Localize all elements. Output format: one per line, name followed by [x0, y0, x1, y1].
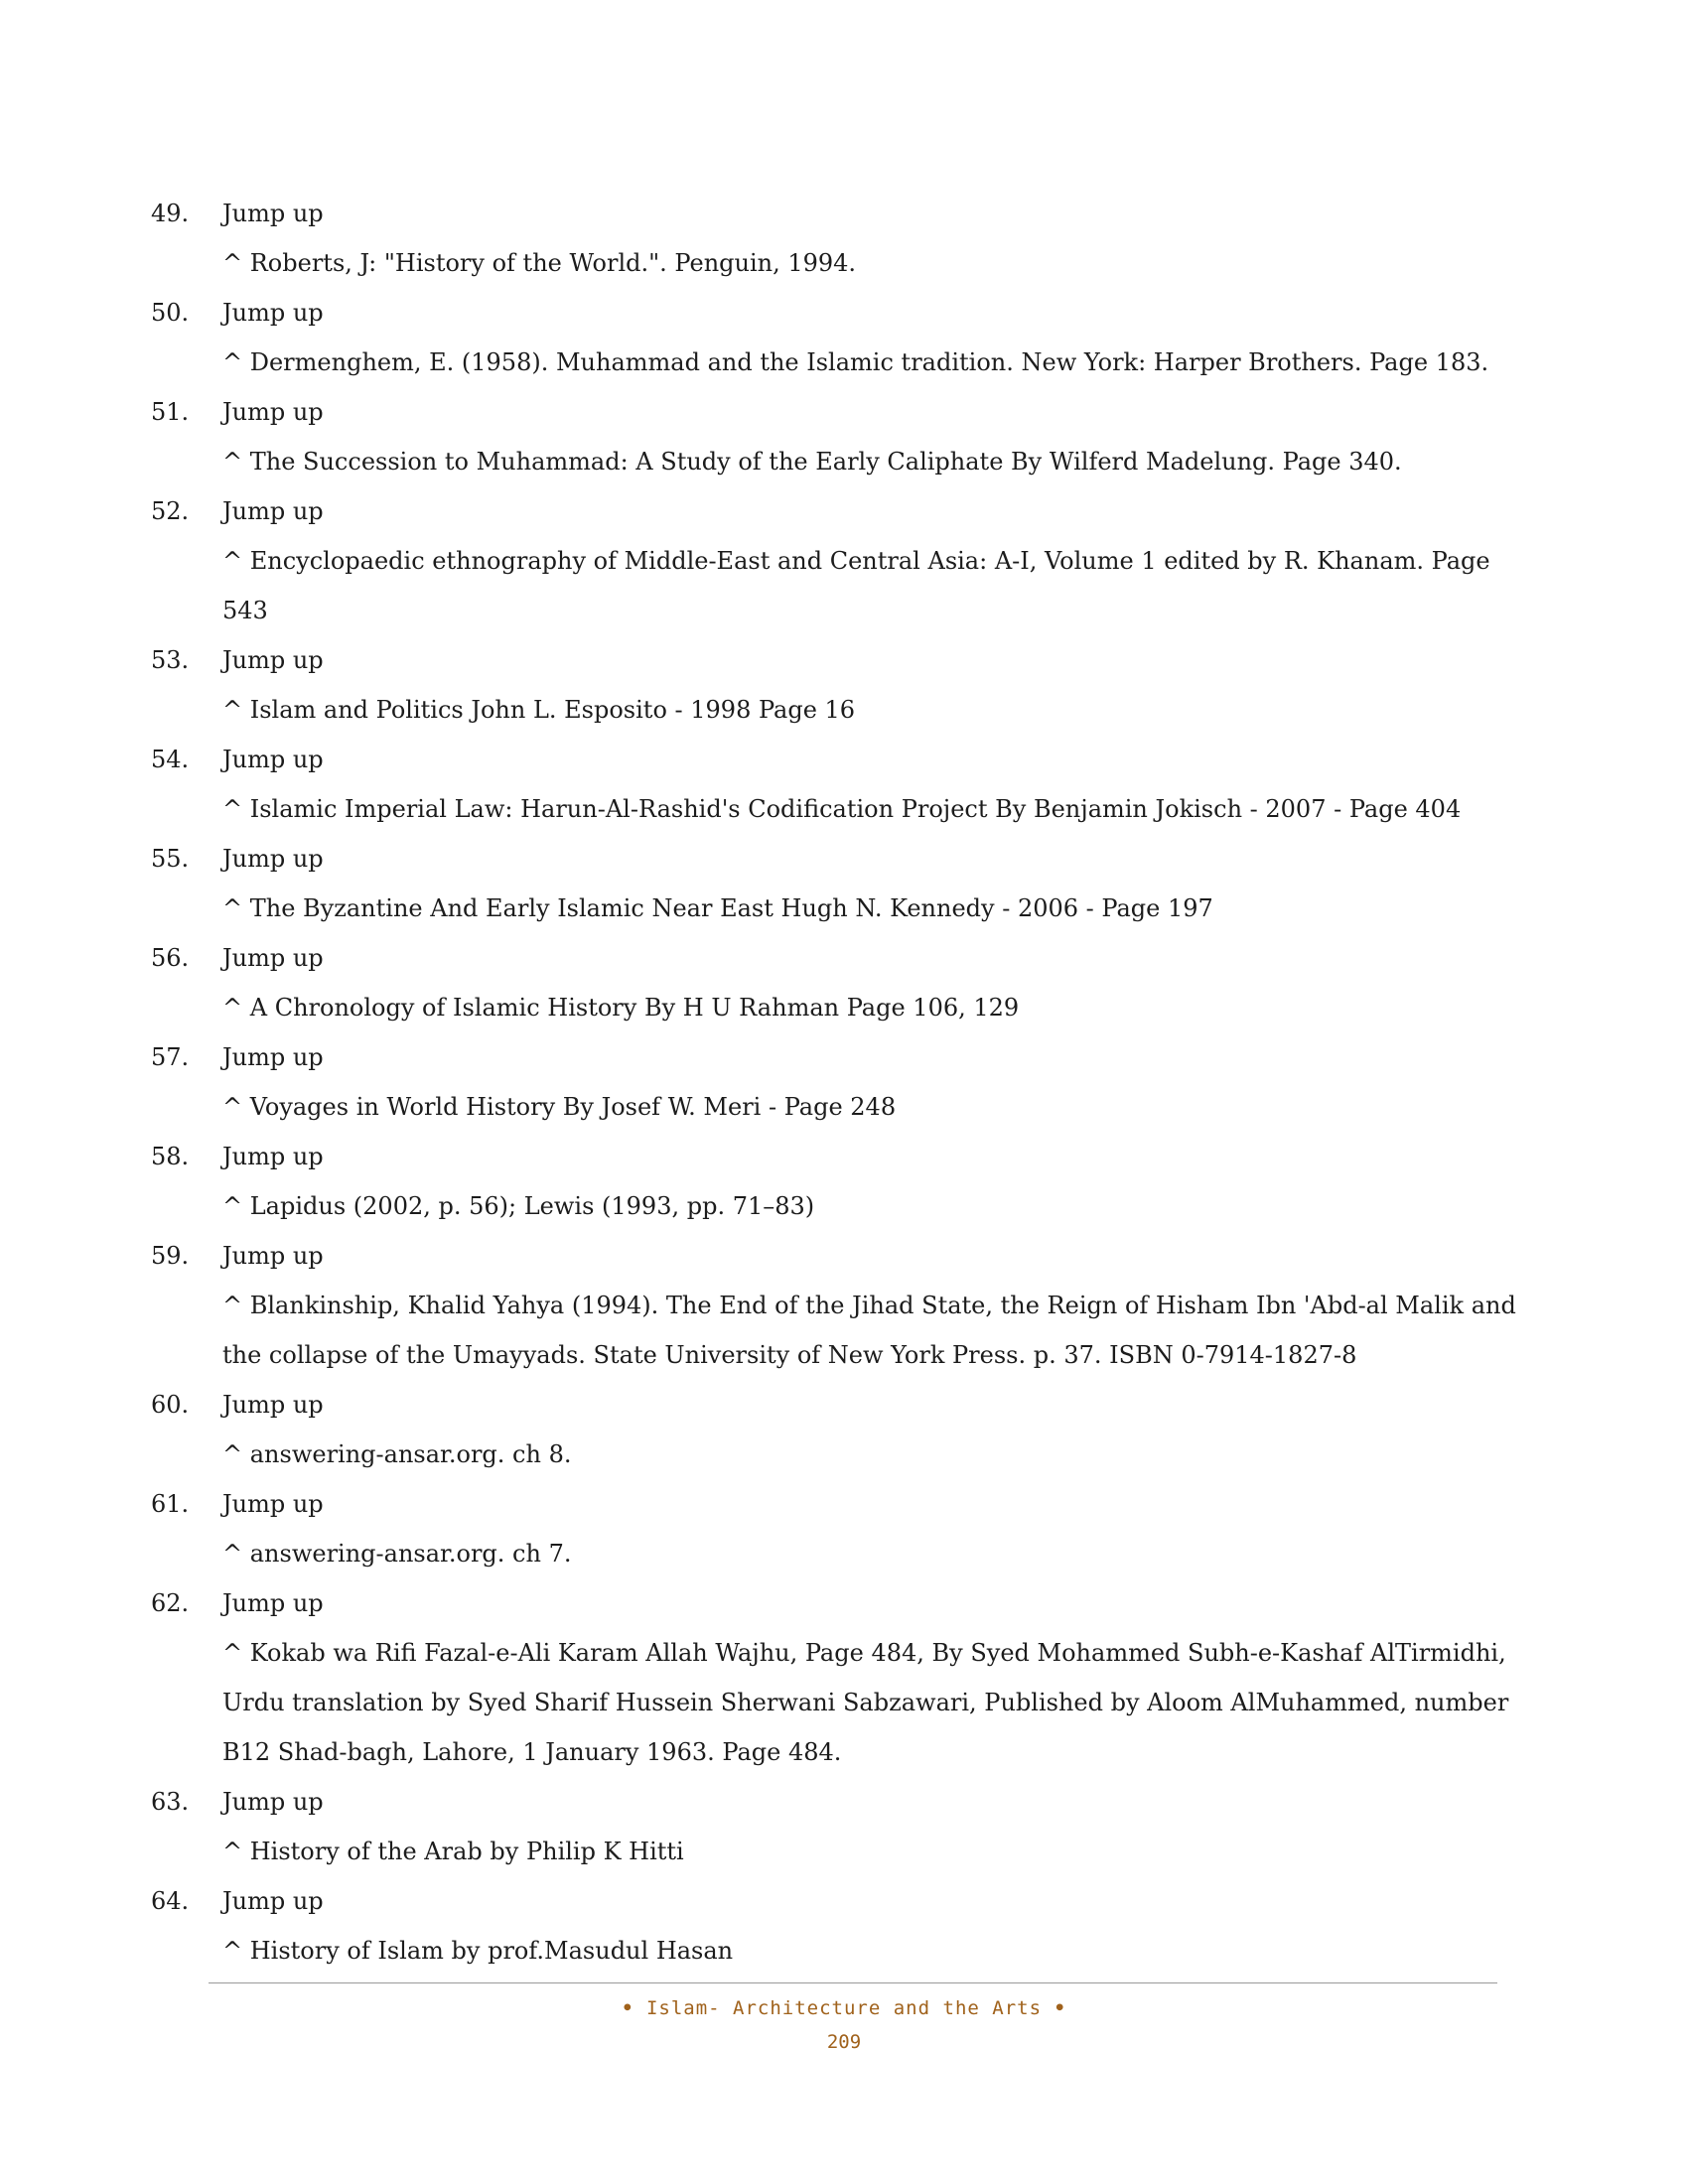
jump-up-link[interactable]: Jump up [222, 299, 324, 327]
reference-text: ^ History of the Arab by Philip K Hitti [222, 1838, 684, 1865]
reference-text: ^ The Byzantine And Early Islamic Near East Hugh N. Kennedy - 2006 - Page 197 [222, 894, 1213, 922]
jump-up-link[interactable]: Jump up [222, 1887, 324, 1915]
reference-number: 55. [151, 845, 190, 873]
reference-number: 60. [151, 1391, 190, 1419]
reference-text: ^ Dermenghem, E. (1958). Muhammad and the Islamic tradition. New York: Harper Brothers. Page 183. [222, 348, 1489, 376]
reference-item [0, 1231, 1688, 1380]
reference-text: ^ History of Islam by prof.Masudul Hasan [222, 1937, 734, 1965]
reference-item [0, 1132, 1688, 1231]
jump-up-link[interactable]: Jump up [222, 200, 324, 227]
reference-number: 49. [151, 200, 190, 227]
bullet-icon: • [622, 1997, 634, 2019]
footer-title [0, 1997, 1688, 2019]
reference-item [0, 933, 1688, 1032]
reference-item [0, 1032, 1688, 1132]
bullet-icon: • [1054, 1997, 1066, 2019]
jump-up-link[interactable]: Jump up [222, 746, 324, 773]
reference-text: ^ Roberts, J: "History of the World.". Penguin, 1994. [222, 249, 857, 277]
reference-text: ^ answering-ansar.org. ch 8. [222, 1440, 572, 1468]
reference-text: ^ Islamic Imperial Law: Harun-Al-Rashid's Codification Project By Benjamin Jokisch - 2007 - Page 404 [222, 795, 1462, 823]
reference-text: ^ answering-ansar.org. ch 7. [222, 1540, 572, 1568]
reference-number: 51. [151, 398, 190, 426]
reference-number: 62. [151, 1589, 190, 1617]
reference-list [0, 189, 1688, 1976]
footer-divider [209, 1982, 1497, 1983]
jump-up-link[interactable]: Jump up [222, 497, 324, 525]
reference-text: ^ Kokab wa Rifi Fazal-e-Ali Karam Allah Wajhu, Page 484, By Syed Mohammed Subh-e-Kashaf AlTirmidhi, Urdu translation by Syed Sharif Hussein Sherwani Sabzawari, Published by Aloom AlMuhammed, number B12 Shad-bagh, Lahore, 1 January 1963. Page 484. [222, 1639, 1509, 1766]
reference-text: ^ Lapidus (2002, p. 56); Lewis (1993, pp. 71–83) [222, 1192, 815, 1220]
footer-title-text: Islam- Architecture and the Arts [645, 1997, 1043, 2019]
reference-number: 50. [151, 299, 190, 327]
reference-item [0, 735, 1688, 834]
reference-text: ^ A Chronology of Islamic History By H U Rahman Page 106, 129 [222, 994, 1020, 1022]
reference-number: 52. [151, 497, 190, 525]
reference-text: ^ Encyclopaedic ethnography of Middle-East and Central Asia: A-I, Volume 1 edited by R. Khanam. Page 543 [222, 547, 1490, 624]
reference-text: ^ Islam and Politics John L. Esposito - 1998 Page 16 [222, 696, 856, 724]
reference-number: 57. [151, 1043, 190, 1071]
jump-up-link[interactable]: Jump up [222, 1589, 324, 1617]
reference-number: 59. [151, 1242, 190, 1270]
reference-item [0, 635, 1688, 735]
reference-number: 56. [151, 944, 190, 972]
reference-number: 64. [151, 1887, 190, 1915]
reference-item [0, 1777, 1688, 1876]
reference-item [0, 189, 1688, 288]
reference-item [0, 1876, 1688, 1976]
jump-up-link[interactable]: Jump up [222, 1143, 324, 1170]
jump-up-link[interactable]: Jump up [222, 944, 324, 972]
reference-number: 54. [151, 746, 190, 773]
reference-item [0, 486, 1688, 635]
reference-item [0, 1479, 1688, 1578]
jump-up-link[interactable]: Jump up [222, 845, 324, 873]
reference-number: 61. [151, 1490, 190, 1518]
jump-up-link[interactable]: Jump up [222, 1043, 324, 1071]
jump-up-link[interactable]: Jump up [222, 1242, 324, 1270]
reference-item [0, 1578, 1688, 1777]
reference-item [0, 288, 1688, 387]
reference-item [0, 1380, 1688, 1479]
reference-text: ^ Blankinship, Khalid Yahya (1994). The End of the Jihad State, the Reign of Hisham Ibn 'Abd-al Malik and the collapse of the Umayyads. State University of New York Press. p. 37. ISBN 0-7914-1827-8 [222, 1292, 1516, 1369]
jump-up-link[interactable]: Jump up [222, 1788, 324, 1816]
jump-up-link[interactable]: Jump up [222, 1391, 324, 1419]
page-number: 209 [826, 2031, 862, 2053]
jump-up-link[interactable]: Jump up [222, 398, 324, 426]
jump-up-link[interactable]: Jump up [222, 1490, 324, 1518]
reference-item [0, 834, 1688, 933]
reference-text: ^ Voyages in World History By Josef W. Meri - Page 248 [222, 1093, 897, 1121]
reference-text: ^ The Succession to Muhammad: A Study of the Early Caliphate By Wilferd Madelung. Page 340. [222, 448, 1402, 476]
reference-number: 58. [151, 1143, 190, 1170]
reference-item [0, 387, 1688, 486]
reference-number: 63. [151, 1788, 190, 1816]
reference-number: 53. [151, 646, 190, 674]
jump-up-link[interactable]: Jump up [222, 646, 324, 674]
